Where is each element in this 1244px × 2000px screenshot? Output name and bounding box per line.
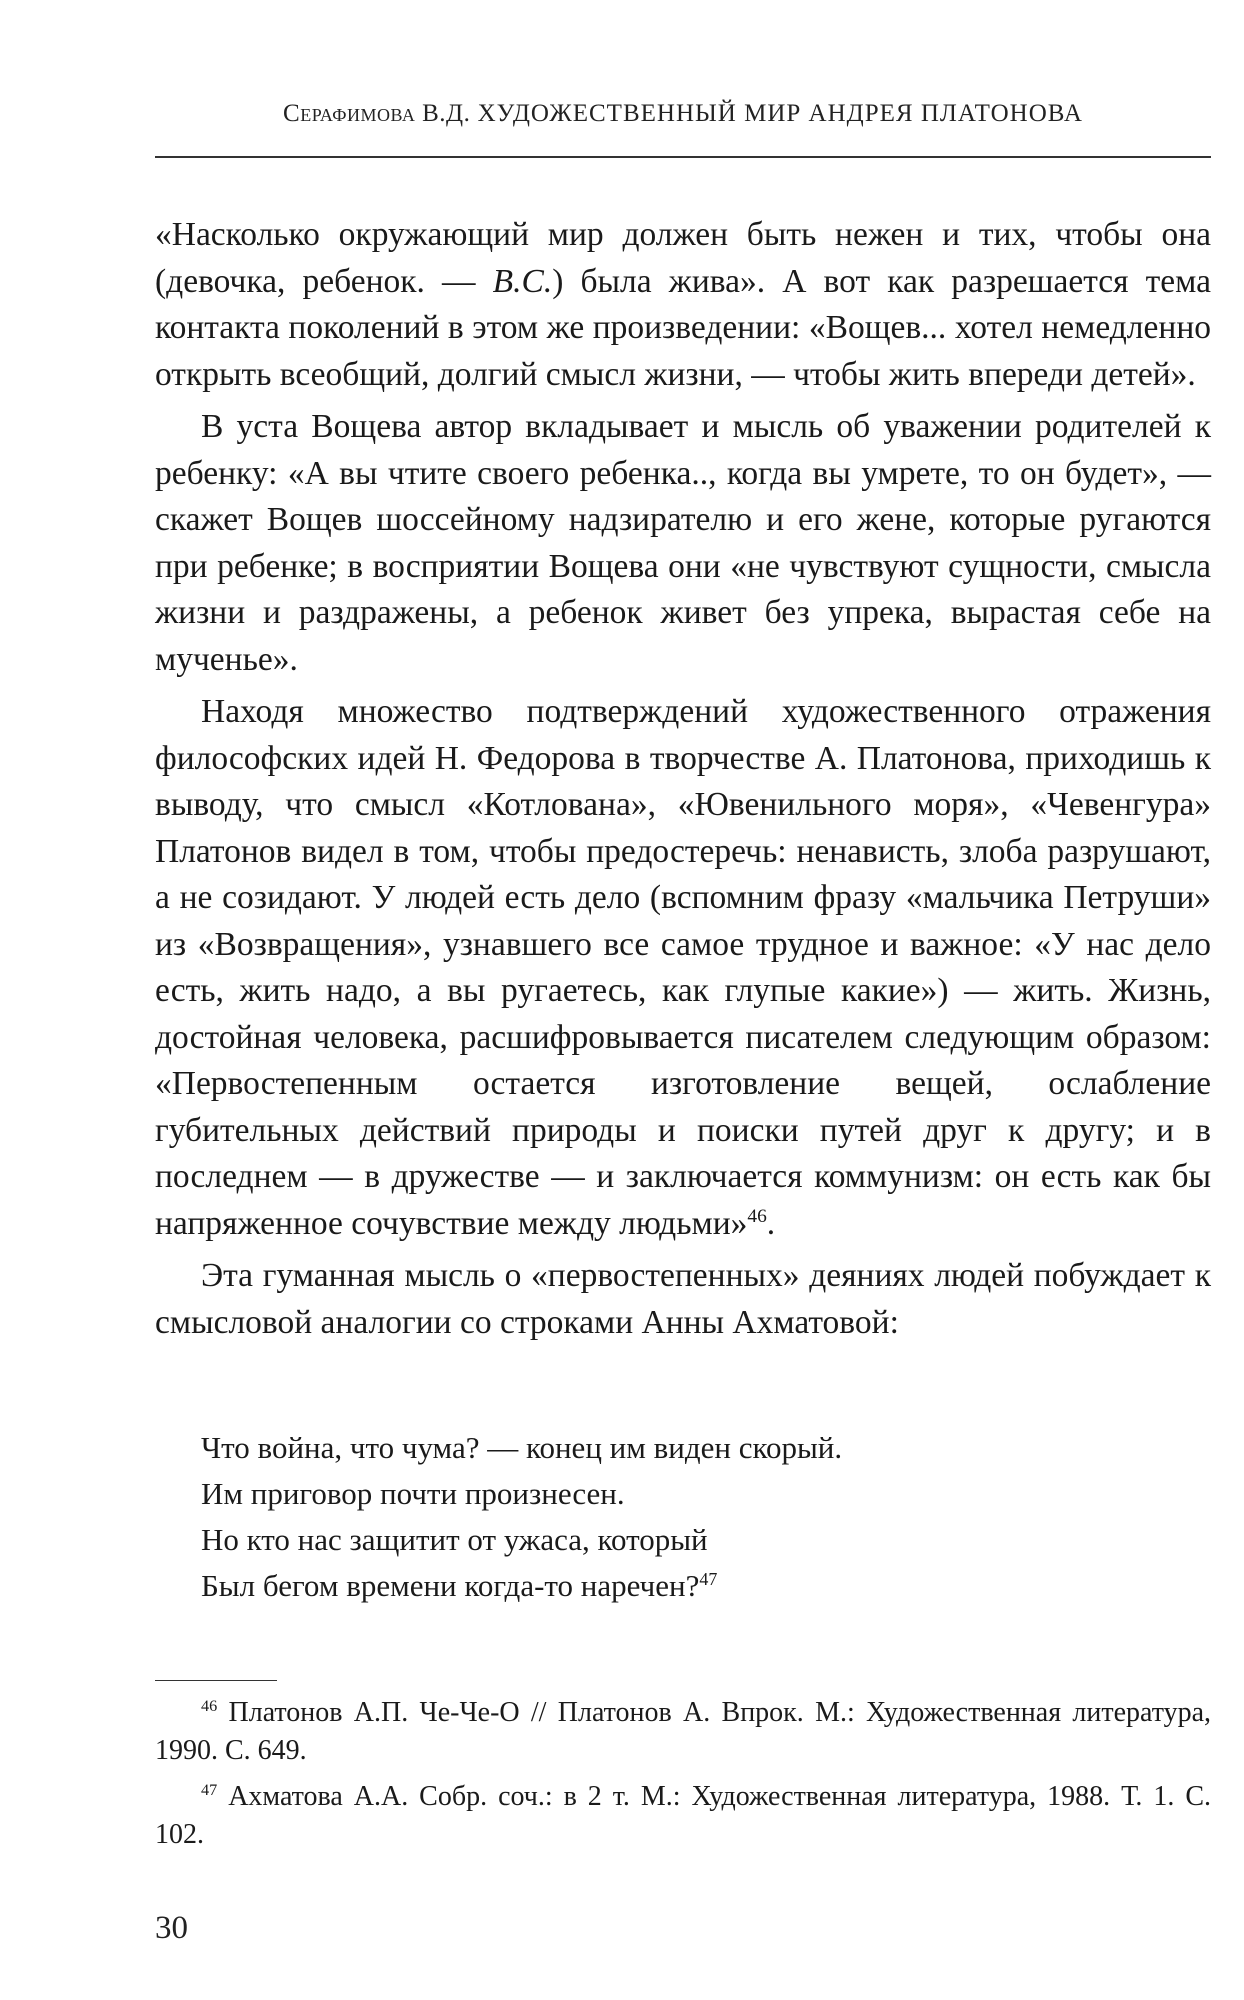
footnote-47: $^{47}$ Ахматова А.А. Собр. соч.: в 2 т. М.: Художественная литература, 1988. Т. 1. С. 102.	[155, 1780, 1211, 1850]
poem-line: Был бегом времени когда-то наречен?$^{47}$	[201, 1568, 718, 1603]
paragraph-4: Эта гуманная мысль о «первостепенных» деяниях людей побуждает к смысловой аналогии со строками Анны Ахматовой:	[155, 1257, 1211, 1341]
header-rule	[155, 156, 1211, 158]
page-number: 30	[155, 1910, 188, 1946]
running-head	[155, 100, 1211, 128]
footnote-number: 47	[201, 1780, 218, 1799]
footnotes	[155, 1694, 1211, 1862]
paragraph-3: Находя множество подтверждений художественного отражения философских идей Н. Федорова в творчестве А. Платонова, приходишь к выводу, что смысл «Котлована», «Ювенильного моря», «Чевенгура» Платонов видел в том, чтобы предостеречь: ненависть, злоба разрушают, а не созидают. У людей есть дело (вспомним фразу «мальчика Петруши» из «Возвращения», узнавшего все самое трудное и важное: «У нас дело есть, жить надо, а вы ругаетесь, как глупые какие») — жить. Жизнь, достойная человека, расшифровывается писателем следующим образом: «Первостепенным остается изготовление вещей, ослабление губительных действий природы и поиски путей друг к другу; и в последнем — в дружестве — и заключается коммунизм: он есть как бы напряженное сочувствие между людьми»$^{46}$.	[155, 693, 1211, 1242]
footnote-ref-47[interactable]: 47	[699, 1568, 718, 1589]
poem-quote	[155, 1425, 1211, 1609]
running-head-title: ХУДОЖЕСТВЕННЫЙ МИР АНДРЕЯ ПЛАТОНОВА	[477, 100, 1083, 127]
paragraph-2: В уста Вощева автор вкладывает и мысль об уважении родителей к ребенку: «А вы чтите своего ребенка.., когда вы умрете, то он будет», — скажет Вощев шоссейному надзирателю и его жене, которые ругаются при ребенке; в восприятии Вощева они «не чувствуют сущности, смысла жизни и раздражены, а ребенок живет без упрека, вырастая себе на мученье».	[155, 408, 1211, 678]
running-head-author: Серафимова В.Д.	[283, 100, 471, 127]
footnote-number: 46	[201, 1696, 218, 1715]
main-text	[155, 212, 1211, 1352]
footnote-46: $^{46}$ Платонов А.П. Че-Че-О // Платонов А. Впрок. М.: Художественная литература, 1990. С. 649.	[155, 1696, 1211, 1766]
poem-line: Что война, что чума? — конец им виден скорый.	[201, 1430, 843, 1465]
poem-line: Но кто нас защитит от ужаса, который	[201, 1522, 708, 1557]
footnote-ref-46[interactable]: 46	[747, 1205, 767, 1227]
footnote-rule	[155, 1680, 277, 1681]
paragraph-1: «Насколько окружающий мир должен быть нежен и тих, чтобы она (девочка, ребенок. — В.С.) была жива». А вот как разрешается тема контакта поколений в этом же произведении: «Вощев... хотел немедленно открыть всеобщий, долгий смысл жизни, — чтобы жить впереди детей».	[155, 216, 1211, 393]
author-initials: В.С.	[492, 262, 553, 300]
poem-line: Им приговор почти произнесен.	[201, 1476, 625, 1511]
